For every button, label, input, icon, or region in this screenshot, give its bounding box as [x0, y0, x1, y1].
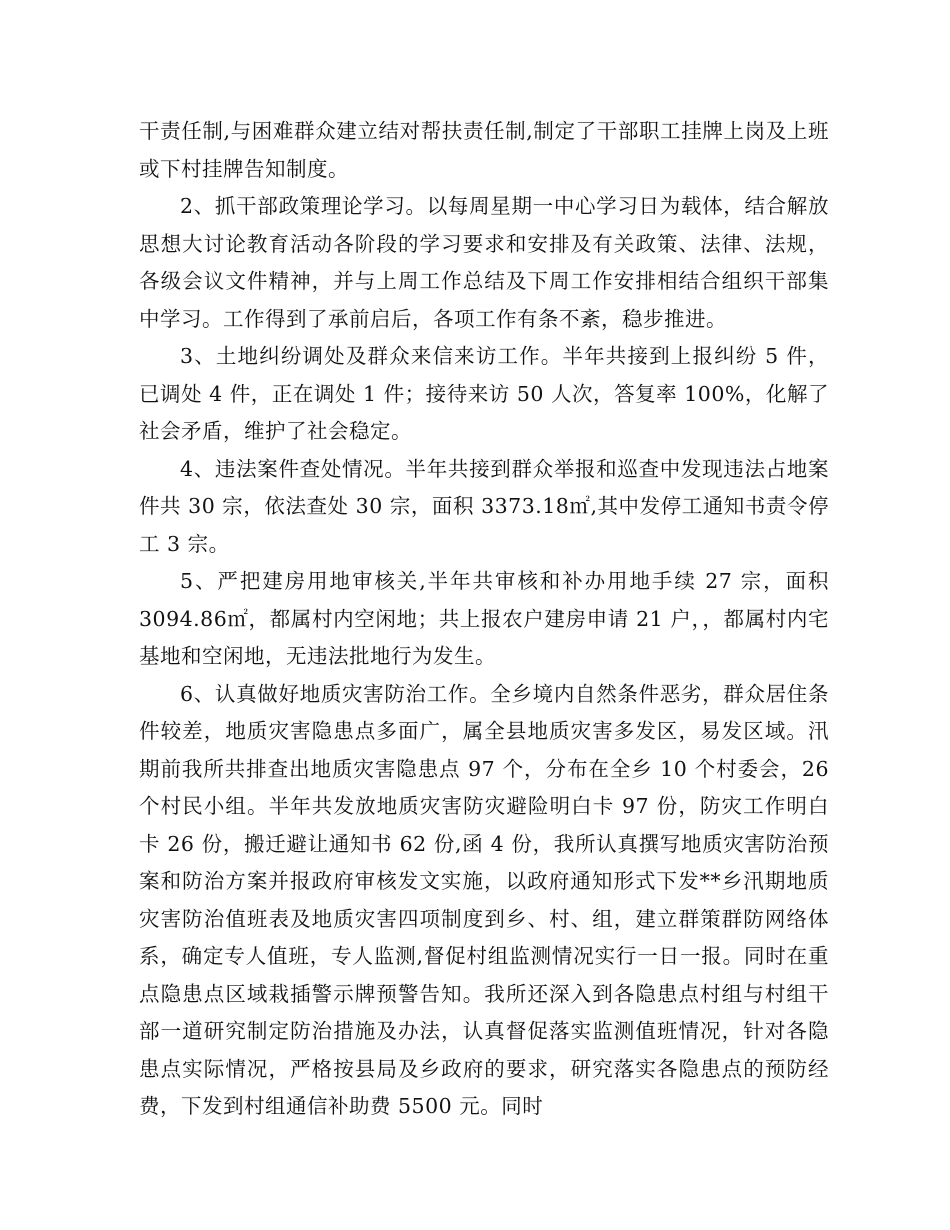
paragraph-policy-study: 2、抓干部政策理论学习。以每周星期一中心学习日为载体，结合解放思想大讨论教育活动各阶段的学习要求和安排及有关政策、法律、法规，各级会议文件精神，并与上周工作总结及下周工作安排相结合组织干部集中学习。工作得到了承前启后，各项工作有条不紊，稳步推进。 — [139, 194, 829, 331]
paragraph-land-disputes: 3、土地纠纷调处及群众来信来访工作。半年共接到上报纠纷 5 件，已调处 4 件，正在调处 1 件；接待来访 50 人次，答复率 100%，化解了社会矛盾，维护了社会稳定。 — [139, 344, 829, 443]
paragraph-geological-hazards: 6、认真做好地质灾害防治工作。全乡境内自然条件恶劣，群众居住条件较差，地质灾害隐患点多面广，属全县地质灾害多发区，易发区域。汛期前我所共排查出地质灾害隐患点 97 个，分布在全乡 10 个村委会，26 个村民小组。半年共发放地质灾害防灾避险明白卡 97 份，防灾工作明白卡 26 份，搬迁避让通知书 62 份,函 4 份，我所认真撰写地质灾害防治预案和防治方案并报政府审核发文实施，以政府通知形式下发**乡汛期地质灾害防治值班表及地质灾害四项制度到乡、村、组，建立群策群防网络体系，确定专人值班，专人监测,督促村组监测情况实行一日一报。同时在重点隐患点区域栽插警示牌预警告知。我所还深入到各隐患点村组与村组干部一道研究制定防治措施及办法，认真督促落实监测值班情况，针对各隐患点实际情况，严格按县局及乡政府的要求，研究落实各隐患点的预防经费，下发到村组通信补助费 5500 元。同时 — [139, 681, 829, 1118]
paragraph-housing-land-review: 5、严把建房用地审核关,半年共审核和补办用地手续 27 宗，面积3094.86㎡，都属村内空闲地；共上报农户建房申请 21 户，，都属村内宅基地和空闲地，无违法批地行为发生。 — [139, 569, 829, 668]
document-page — [139, 113, 829, 1126]
paragraph-responsibility-system: 干责任制,与困难群众建立结对帮扶责任制,制定了干部职工挂牌上岗及上班或下村挂牌告知制度。 — [139, 119, 829, 181]
paragraph-illegal-cases: 4、违法案件查处情况。半年共接到群众举报和巡查中发现违法占地案件共 30 宗，依法查处 30 宗，面积 3373.18㎡,其中发停工通知书责令停工 3 宗。 — [139, 456, 829, 556]
